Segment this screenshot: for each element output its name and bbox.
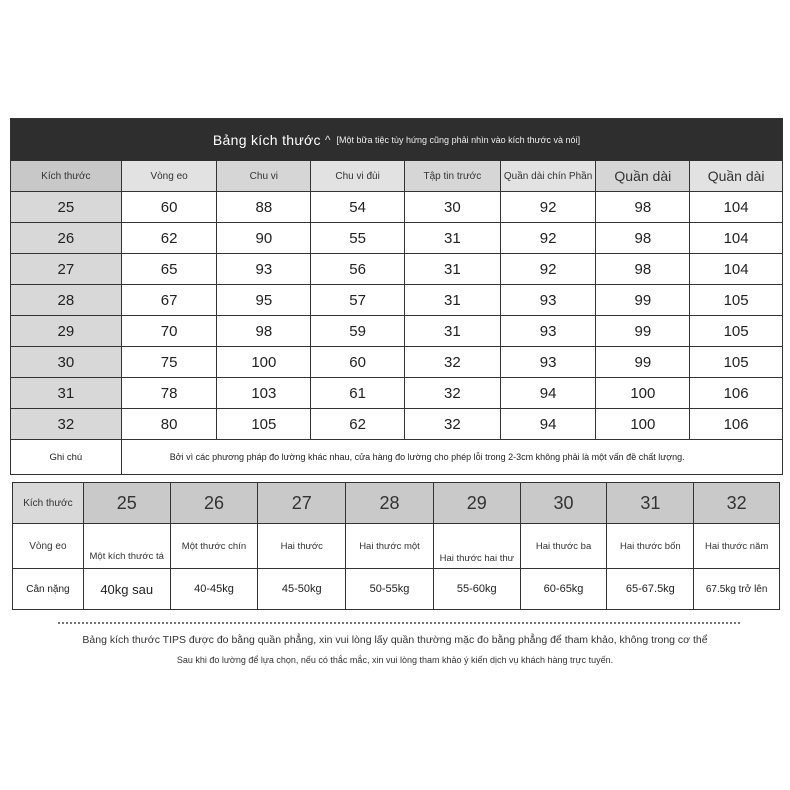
table-cell: 105 [216,409,310,439]
table-cell: 61 [310,378,404,408]
table-cell: 104 [689,192,782,222]
weight-cell: 45-50kg [257,569,345,609]
table-cell: 75 [121,347,217,377]
size-chart-header-row [11,161,782,191]
table-cell: 31 [404,254,500,284]
table-cell: 90 [216,223,310,253]
table-cell: 98 [595,254,689,284]
waist-row-label: Vòng eo [29,540,67,552]
table-cell: 31 [404,316,500,346]
table-cell: 100 [595,409,689,439]
table-cell: 56 [310,254,404,284]
table-cell: 94 [500,378,596,408]
size-cell: 30 [520,483,607,523]
table-cell: 30 [11,347,121,377]
note-label: Ghi chú [49,451,83,463]
table-cell: 105 [689,347,782,377]
waist-cell: Một kích thước tá [83,524,170,568]
waist-cell: Hai thước [257,524,345,568]
table-cell: 92 [500,223,596,253]
table-row [11,222,782,253]
table-cell: 94 [500,409,596,439]
size-cell: 28 [345,483,433,523]
table-row [11,253,782,284]
note-row [11,439,782,474]
table-row [11,315,782,346]
weight-chart-table [12,482,780,610]
header-thigh: Chu vi đùi [310,161,404,191]
table-cell: 99 [595,285,689,315]
weight-cell: 40kg sau [83,569,170,609]
table-cell: 106 [689,409,782,439]
footer-tips: Bảng kích thước TIPS được đo bằng quần phẳng, xin vui lòng lấy quần thường mặc đo bằng phẳng để tham khảo, không trong cơ thể [82,634,708,646]
header-front-rise: Tập tin trước [404,161,500,191]
table-cell: 25 [11,192,121,222]
table-cell: 99 [595,347,689,377]
weight-table-waist-row [13,523,779,568]
size-row-label: Kích thước [13,483,83,523]
table-cell: 98 [595,192,689,222]
weight-table-weight-row [13,568,779,609]
table-cell: 62 [310,409,404,439]
table-cell: 100 [595,378,689,408]
table-cell: 31 [404,223,500,253]
table-cell: 93 [500,347,596,377]
header-length-1: Quần dài [595,161,689,191]
table-cell: 70 [121,316,217,346]
table-cell: 78 [121,378,217,408]
table-cell: 32 [404,409,500,439]
size-cell: 27 [257,483,345,523]
size-chart-table [10,118,783,475]
waist-cell: Hai thước bốn [606,524,693,568]
size-cell: 29 [433,483,520,523]
table-cell: 103 [216,378,310,408]
title-mark: ^ [324,133,331,147]
header-waist: Vòng eo [121,161,217,191]
table-cell: 55 [310,223,404,253]
table-cell: 105 [689,285,782,315]
table-cell: 99 [595,316,689,346]
weight-table-size-row [13,483,779,523]
table-cell: 57 [310,285,404,315]
weight-cell: 40-45kg [170,569,258,609]
table-cell: 54 [310,192,404,222]
table-cell: 67 [121,285,217,315]
table-cell: 88 [216,192,310,222]
table-cell: 60 [121,192,217,222]
size-cell: 25 [83,483,170,523]
table-cell: 60 [310,347,404,377]
table-cell: 29 [11,316,121,346]
table-row [11,191,782,222]
table-cell: 31 [11,378,121,408]
weight-cell: 50-55kg [345,569,433,609]
header-length-2: Quần dài [689,161,782,191]
table-cell: 93 [216,254,310,284]
weight-cell: 65-67.5kg [606,569,693,609]
weight-cell: 67.5kg trở lên [693,569,779,609]
table-cell: 30 [404,192,500,222]
note-text: Bởi vì các phương pháp đo lường khác nhau, cửa hàng đo lường cho phép lỗi trong 2-3cm không phải là một vấn đề chất lượng. [121,440,782,474]
size-cell: 31 [606,483,693,523]
table-row [11,346,782,377]
table-row [11,408,782,439]
table-cell: 93 [500,285,596,315]
table-cell: 105 [689,316,782,346]
table-row [11,284,782,315]
waist-cell: Một thước chín [170,524,258,568]
table-cell: 32 [11,409,121,439]
size-cell: 32 [693,483,779,523]
footer-contact-note: Sau khi đo lường để lựa chọn, nếu có thắc mắc, xin vui lòng tham khảo ý kiến dịch vụ khách hàng trực tuyến. [176,655,614,665]
table-row [11,377,782,408]
table-cell: 92 [500,192,596,222]
size-cell: 26 [170,483,258,523]
header-hip: Chu vi [216,161,310,191]
table-cell: 27 [11,254,121,284]
table-cell: 98 [216,316,310,346]
table-cell: 59 [310,316,404,346]
size-chart-title: Bảng kích thước [212,132,321,148]
weight-cell: 55-60kg [433,569,520,609]
table-cell: 32 [404,347,500,377]
weight-cell: 60-65kg [520,569,607,609]
table-cell: 92 [500,254,596,284]
waist-cell: Hai thước một [345,524,433,568]
waist-cell: Hai thước ba [520,524,607,568]
header-ninth-length: Quần dài chín Phần [500,161,596,191]
table-cell: 104 [689,254,782,284]
table-cell: 80 [121,409,217,439]
table-cell: 31 [404,285,500,315]
table-cell: 93 [500,316,596,346]
table-cell: 106 [689,378,782,408]
table-cell: 26 [11,223,121,253]
waist-cell: Hai thước hai thư [433,524,520,568]
table-cell: 100 [216,347,310,377]
table-cell: 98 [595,223,689,253]
weight-row-label: Cân nặng [26,583,70,595]
dotted-divider [58,622,740,624]
waist-cell: Hai thước năm [693,524,779,568]
table-cell: 104 [689,223,782,253]
table-cell: 65 [121,254,217,284]
table-cell: 28 [11,285,121,315]
table-cell: 32 [404,378,500,408]
table-cell: 62 [121,223,217,253]
table-cell: 95 [216,285,310,315]
header-size: Kích thước [11,161,121,191]
size-chart-title-bar [11,119,782,161]
size-chart-subtitle: [Một bữa tiệc tùy hứng cũng phải nhìn vào kích thước và nói] [336,135,581,145]
